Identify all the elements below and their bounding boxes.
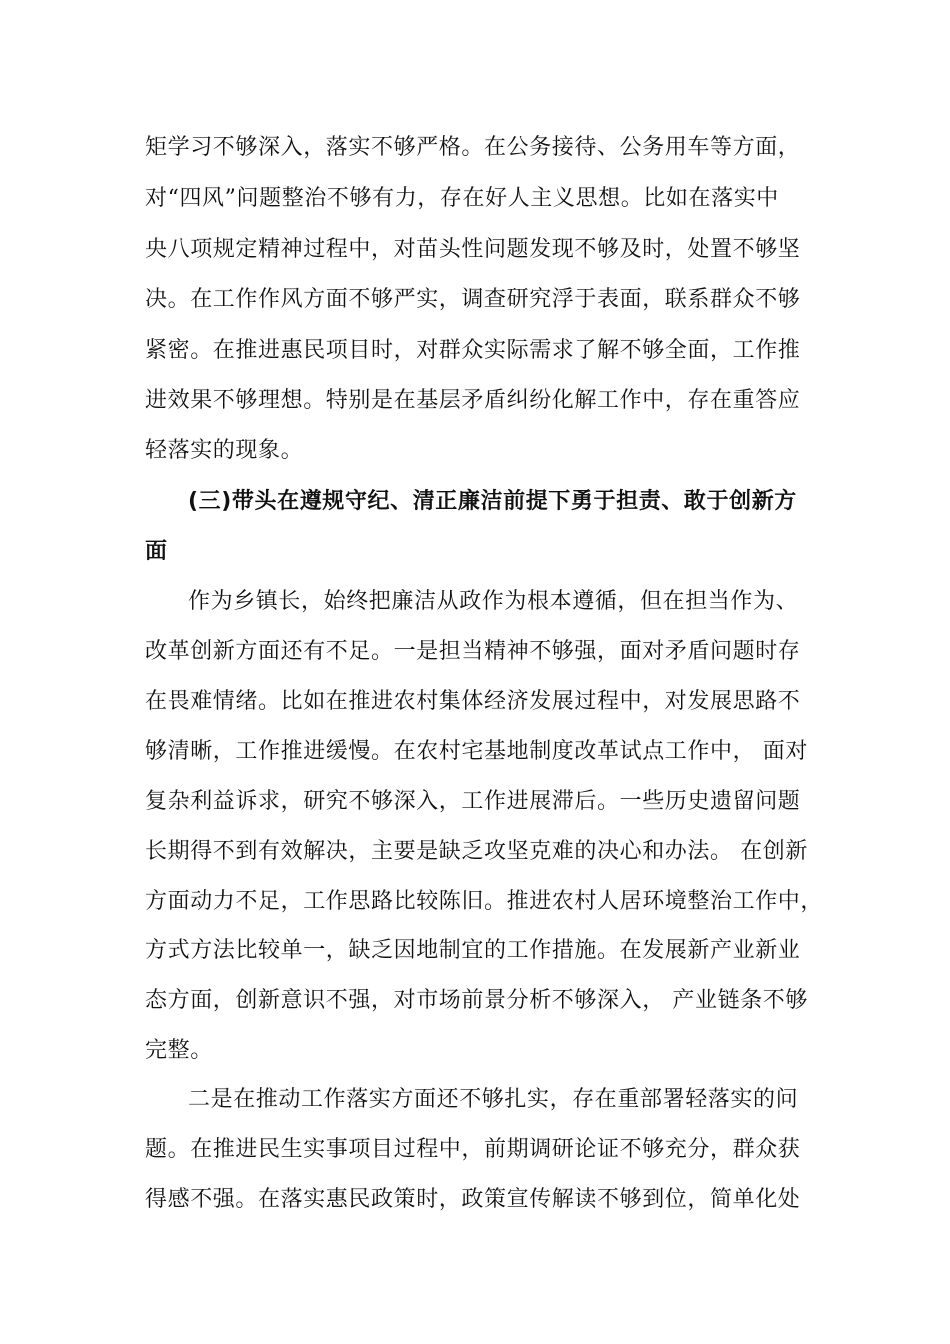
- paragraph-line: 方式方法比较单一，缺乏因地制宜的工作措施。在发展新产业新业: [145, 938, 801, 963]
- paragraph-line: 态方面，创新意识不强，对市场前景分析不够深入， 产业链条不够: [145, 988, 808, 1013]
- paragraph-line: 决。在工作作风方面不够严实，调查研究浮于表面，联系群众不够: [145, 287, 801, 312]
- paragraph-line: 在畏难情绪。比如在推进农村集体经济发展过程中，对发展思路不: [145, 689, 801, 714]
- paragraph-line: 够清晰，工作推进缓慢。在农村宅基地制度改革试点工作中， 面对: [145, 739, 808, 764]
- paragraph-line: 二是在推动工作落实方面还不够扎实，存在重部署轻落实的问: [188, 1087, 799, 1112]
- paragraph-line: 长期得不到有效解决，主要是缺乏攻坚克难的决心和办法。 在创新: [145, 839, 808, 864]
- section-heading: (三)带头在遵规守纪、清正廉洁前提下勇于担责、敢于创新方: [188, 489, 797, 514]
- paragraph-line: 改革创新方面还有不足。一是担当精神不够强，面对矛盾问题时存: [145, 639, 801, 664]
- paragraph-line: 对“四风”问题整治不够有力，存在好人主义思想。比如在落实中: [145, 186, 779, 211]
- paragraph-line: 题。在推进民生实事项目过程中，前期调研论证不够充分，群众获: [145, 1137, 801, 1162]
- paragraph-line: 进效果不够理想。特别是在基层矛盾纠纷化解工作中，存在重答应: [145, 388, 801, 413]
- paragraph-line: 得感不强。在落实惠民政策时，政策宣传解读不够到位，简单化处: [145, 1187, 801, 1212]
- paragraph-line: 复杂利益诉求，研究不够深入，工作进展滞后。一些历史遗留问题: [145, 789, 801, 814]
- paragraph-line: 完整。: [145, 1038, 213, 1063]
- paragraph-line: 作为乡镇长，始终把廉洁从政作为根本遵循，但在担当作为、: [188, 589, 799, 614]
- paragraph-line: 央八项规定精神过程中，对苗头性问题发现不够及时，处置不够坚: [145, 237, 801, 262]
- paragraph-line: 矩学习不够深入，落实不够严格。在公务接待、公务用车等方面，: [145, 135, 801, 160]
- section-heading-continued: 面: [145, 539, 168, 564]
- paragraph-line: 轻落实的现象。: [145, 438, 304, 463]
- paragraph-line: 方面动力不足，工作思路比较陈旧。推进农村人居环境整治工作中，: [145, 889, 824, 914]
- paragraph-line: 紧密。在推进惠民项目时，对群众实际需求了解不够全面，工作推: [145, 338, 801, 363]
